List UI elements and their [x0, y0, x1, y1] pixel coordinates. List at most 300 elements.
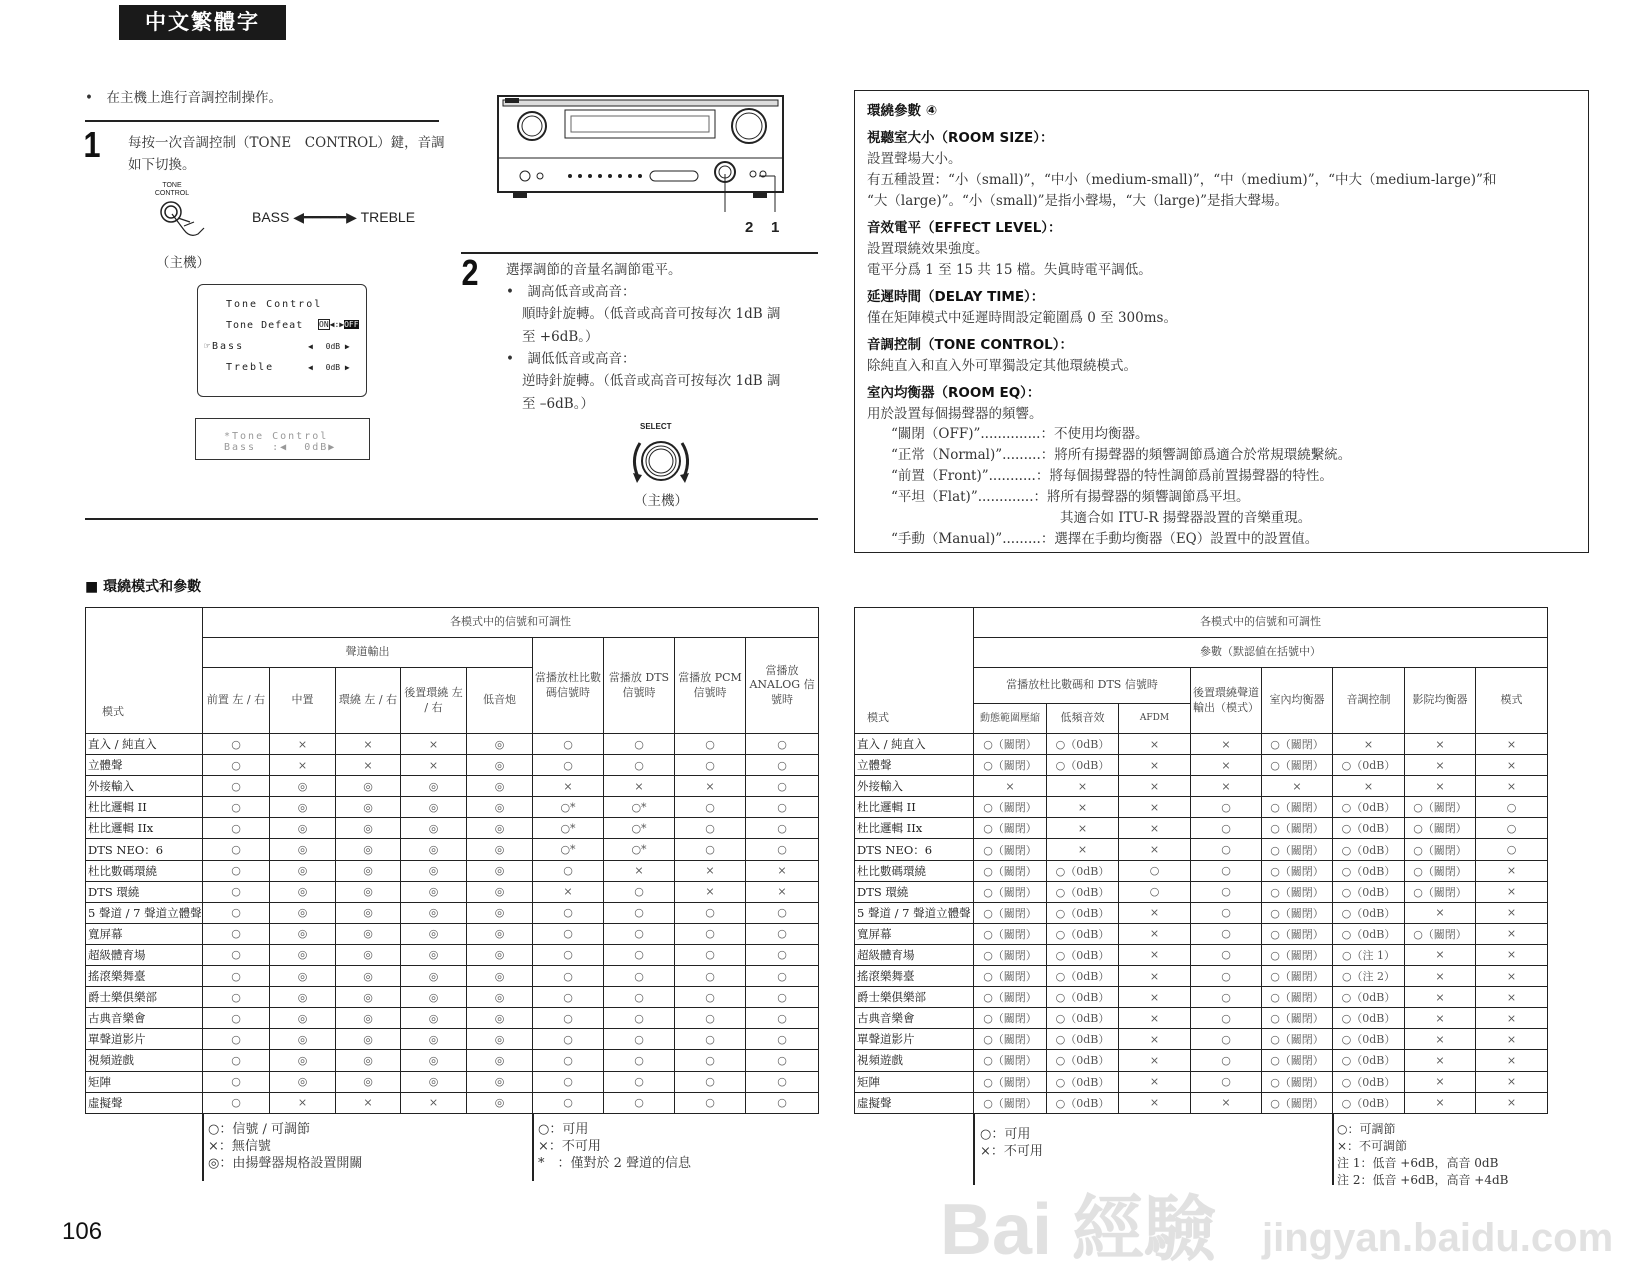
table-cell: ○: [203, 1092, 270, 1113]
table-cell: ○（0dB）: [1333, 987, 1405, 1008]
osd-treble-value: ◀ 0dB ▶: [308, 363, 350, 372]
mode-name: 直入 / 純直入: [86, 734, 203, 755]
table-cell: ○（0dB）: [1333, 755, 1405, 776]
table-cell: ○（關閉）: [1405, 860, 1476, 881]
table-cell: ○（關閉）: [974, 944, 1047, 965]
table-cell: ×: [1476, 776, 1548, 797]
table-cell: ○: [675, 755, 746, 776]
table-cell: ○: [746, 797, 819, 818]
callout-2: 2: [745, 219, 754, 236]
mode-name: 虛擬聲: [855, 1092, 974, 1113]
osd-title: Tone Control: [226, 299, 323, 310]
table-cell: ×: [1333, 776, 1405, 797]
table-cell: ○: [203, 755, 270, 776]
table-cell: ○: [675, 818, 746, 839]
table-cell: ◎: [401, 797, 467, 818]
table-cell: ○: [1191, 818, 1262, 839]
table-cell: ×: [746, 881, 819, 902]
table-cell: ◎: [467, 944, 533, 965]
surround-parameters-box: [854, 90, 1589, 553]
table-cell: ○: [675, 1071, 746, 1092]
table-cell: ○: [675, 734, 746, 755]
table-cell: ×: [533, 776, 604, 797]
table-cell: ×: [1119, 755, 1191, 776]
step1-text: 如下切換。: [128, 157, 196, 173]
table-cell: ◎: [467, 902, 533, 923]
table-cell: ◎: [401, 902, 467, 923]
table-cell: ×: [1405, 902, 1476, 923]
table-cell: ○（關閉）: [1262, 1092, 1333, 1113]
table-cell: ◎: [401, 923, 467, 944]
table-cell: ×: [336, 1092, 401, 1113]
table-cell: ○*: [533, 839, 604, 860]
language-tab: 中文繁體字: [119, 5, 286, 40]
table-row: [86, 755, 819, 776]
table-cell: ○: [604, 902, 675, 923]
table-cell: ○: [675, 839, 746, 860]
param-heading: 音效電平（EFFECT LEVEL）：: [867, 220, 1062, 236]
step2-text: 至 +6dB。）: [522, 329, 599, 345]
mode-name: 寬屏幕: [855, 923, 974, 944]
table-row: [86, 1092, 819, 1113]
table-cell: ◎: [336, 987, 401, 1008]
table-cell: ○（0dB）: [1333, 1008, 1405, 1029]
mode-name: 杜比邏輯 II: [86, 797, 203, 818]
table-cell: ○（關閉）: [974, 1008, 1047, 1029]
table-cell: ◎: [467, 734, 533, 755]
legend-item: ×：不可調節: [1337, 1139, 1408, 1153]
table-row: [855, 923, 1548, 944]
table-cell: ×: [1476, 1050, 1548, 1071]
table-cell: ○（關閉）: [974, 860, 1047, 881]
table-cell: ○（關閉）: [1405, 923, 1476, 944]
table-cell: ○: [533, 1092, 604, 1113]
table-cell: ◎: [467, 776, 533, 797]
table-cell: ○: [1476, 839, 1548, 860]
table-cell: ○（關閉）: [1262, 881, 1333, 902]
legend-item: 注 2：低音 +6dB，高音 +4dB: [1337, 1173, 1509, 1187]
table-cell: ×: [1119, 776, 1191, 797]
table-cell: ○: [1191, 944, 1262, 965]
mode-name: 立體聲: [86, 755, 203, 776]
table-cell: ○: [1476, 818, 1548, 839]
table-cell: ○: [604, 1092, 675, 1113]
table-cell: ×: [1405, 1029, 1476, 1050]
mode-name: DTS 環繞: [855, 881, 974, 902]
table-row: [86, 818, 819, 839]
legend-availability: [538, 1121, 691, 1172]
table-cell: ○: [203, 944, 270, 965]
step-number: 1: [83, 124, 101, 165]
table-cell: ○（0dB）: [1047, 923, 1119, 944]
mode-name: 直入 / 純直入: [855, 734, 974, 755]
table-cell: ◎: [336, 1008, 401, 1029]
table-cell: ○（注 1）: [1333, 944, 1405, 965]
header-col: 低頻音效: [1047, 704, 1119, 734]
bullet-text: 調高低音或高音：: [527, 284, 636, 300]
param-text: 設置環繞效果強度。: [867, 241, 989, 257]
table-cell: ×: [1119, 1050, 1191, 1071]
header-col: 當播放 ANALOG 信號時: [746, 638, 819, 734]
table-cell: ◎: [467, 923, 533, 944]
table-cell: ×: [675, 860, 746, 881]
table-row: [855, 797, 1548, 818]
table-cell: ○（關閉）: [1262, 734, 1333, 755]
table-cell: ○: [1191, 1029, 1262, 1050]
table-cell: ×: [1119, 734, 1191, 755]
mode-name: 視頻遊戲: [855, 1050, 974, 1071]
table-row: [855, 966, 1548, 987]
step-number: 2: [461, 252, 479, 293]
display-line: *Tone Control: [224, 431, 329, 442]
table-cell: ○: [746, 966, 819, 987]
table-cell: ○: [203, 987, 270, 1008]
table-cell: ○: [533, 944, 604, 965]
table-cell: ○*: [604, 797, 675, 818]
table-cell: ○（0dB）: [1047, 734, 1119, 755]
osd-defeat-value: [318, 320, 359, 329]
mode-name: 杜比邏輯 IIx: [855, 818, 974, 839]
table-cell: ○: [604, 944, 675, 965]
table-cell: ○: [203, 1008, 270, 1029]
table-cell: ○（0dB）: [1333, 1029, 1405, 1050]
table-cell: ○: [533, 755, 604, 776]
table-cell: ○: [746, 734, 819, 755]
table-cell: ◎: [401, 839, 467, 860]
table-cell: ×: [1119, 818, 1191, 839]
mode-name: 杜比數碼環繞: [855, 860, 974, 881]
table-cell: ○: [533, 902, 604, 923]
watermark-logo: Bai 經驗: [940, 1190, 1217, 1270]
table-cell: ○: [533, 923, 604, 944]
header-col: 當播放 PCM 信號時: [675, 638, 746, 734]
intro-text: 在主機上進行音調控制操作。: [106, 90, 282, 106]
table-cell: ○（關閉）: [1262, 902, 1333, 923]
header-mode: 模式: [86, 608, 203, 734]
table-cell: ◎: [336, 881, 401, 902]
table-cell: ○（關閉）: [974, 734, 1047, 755]
table-cell: ◎: [467, 818, 533, 839]
table-cell: ○（關閉）: [974, 1050, 1047, 1071]
table-cell: ○: [746, 755, 819, 776]
table-row: [86, 1008, 819, 1029]
table-cell: ○（關閉）: [1262, 755, 1333, 776]
table-cell: ○: [746, 902, 819, 923]
table-row: [855, 881, 1548, 902]
table-cell: ◎: [467, 987, 533, 1008]
table-cell: ○（0dB）: [1047, 966, 1119, 987]
table-cell: ◎: [336, 1029, 401, 1050]
table-cell: ×: [1476, 881, 1548, 902]
table-row: [86, 776, 819, 797]
osd-bass: ☞Bass: [204, 341, 245, 352]
osd-tone-defeat: Tone Defeat: [226, 320, 304, 331]
legend-item: * ：僅對於 2 聲道的信息: [538, 1156, 692, 1171]
front-display: [195, 418, 370, 460]
mode-name: DTS NEO：6: [855, 839, 974, 860]
table-cell: ○: [203, 839, 270, 860]
table-cell: ◎: [270, 1029, 336, 1050]
table-cell: ○（關閉）: [974, 797, 1047, 818]
table-cell: ◎: [270, 902, 336, 923]
table-cell: ×: [1119, 966, 1191, 987]
table-cell: ○（0dB）: [1047, 860, 1119, 881]
table-cell: ○: [604, 881, 675, 902]
table-cell: ○（關閉）: [974, 755, 1047, 776]
table-row: [86, 881, 819, 902]
caption-main-unit: （主機）: [634, 493, 688, 509]
step2-text: 選擇調節的音量名調節電平。: [506, 262, 682, 278]
table-cell: ○: [533, 1071, 604, 1092]
table-cell: ◎: [401, 860, 467, 881]
table-cell: ◎: [467, 1050, 533, 1071]
table-cell: ○: [203, 1071, 270, 1092]
select-label: SELECT: [640, 422, 672, 431]
table-cell: ◎: [467, 966, 533, 987]
osd-treble: Treble: [226, 362, 275, 373]
table-cell: ×: [1191, 755, 1262, 776]
table-cell: ○: [533, 734, 604, 755]
table-cell: ○: [203, 902, 270, 923]
table-cell: ○: [203, 797, 270, 818]
legend-item: ◎：由揚聲器規格設置開關: [208, 1156, 363, 1171]
divider: [85, 518, 818, 520]
table-cell: ×: [1119, 797, 1191, 818]
table-cell: ○（關閉）: [974, 839, 1047, 860]
table-cell: ○: [675, 1092, 746, 1113]
mode-name: 爵士樂俱樂部: [855, 987, 974, 1008]
table-row: [855, 839, 1548, 860]
header-signal-adjustability: 各模式中的信號和可調性: [974, 608, 1548, 638]
param-text: 用於設置每個揚聲器的頻響。: [867, 406, 1043, 422]
table-cell: ○: [746, 987, 819, 1008]
table-cell: ○: [1191, 1050, 1262, 1071]
table-cell: ×: [1476, 923, 1548, 944]
param-heading: 音調控制（TONE CONTROL）：: [867, 337, 1074, 353]
table-cell: ○（0dB）: [1047, 1008, 1119, 1029]
table-cell: ○（關閉）: [1262, 1050, 1333, 1071]
table-cell: ◎: [336, 902, 401, 923]
table-cell: ◎: [270, 776, 336, 797]
table-cell: ○: [1191, 966, 1262, 987]
bass-label: BASS: [252, 209, 290, 225]
table-cell: ×: [1476, 1008, 1548, 1029]
sep: ◀:▶: [329, 320, 345, 329]
table-row: [86, 1050, 819, 1071]
table-cell: ○: [1191, 987, 1262, 1008]
table-cell: ×: [1047, 776, 1119, 797]
double-arrow-icon: ◀━━━━━▶: [293, 209, 357, 225]
table-row: [86, 734, 819, 755]
table-cell: ○（關閉）: [974, 987, 1047, 1008]
table-cell: ○: [203, 1029, 270, 1050]
table-cell: ×: [974, 776, 1047, 797]
table-cell: ○: [746, 923, 819, 944]
table-row: [855, 1092, 1548, 1113]
table-cell: ×: [675, 881, 746, 902]
table-cell: ○: [533, 987, 604, 1008]
mode-name: 杜比數碼環繞: [86, 860, 203, 881]
table-cell: ×: [1047, 797, 1119, 818]
table-cell: ×: [746, 860, 819, 881]
table-cell: ◎: [336, 923, 401, 944]
table-cell: ○（關閉）: [974, 966, 1047, 987]
table-cell: ○: [604, 987, 675, 1008]
table-cell: ◎: [270, 1008, 336, 1029]
table-cell: ×: [1476, 944, 1548, 965]
table-row: [86, 987, 819, 1008]
table-cell: ○: [533, 1008, 604, 1029]
table-cell: ◎: [336, 1050, 401, 1071]
table-row: [86, 966, 819, 987]
mode-name: 超級體育場: [86, 944, 203, 965]
table-cell: ○: [675, 923, 746, 944]
table-row: [855, 755, 1548, 776]
table-cell: ○: [203, 966, 270, 987]
eq-option: “關閉（OFF)”..............：不使用均衡器。: [891, 426, 1149, 442]
table-cell: ◎: [270, 881, 336, 902]
table-cell: ○（關閉）: [1262, 860, 1333, 881]
select-knob-icon: [628, 433, 694, 491]
table-cell: ×: [533, 881, 604, 902]
table-cell: ○: [533, 1029, 604, 1050]
table-cell: ×: [1405, 1071, 1476, 1092]
table-cell: ○*: [533, 797, 604, 818]
table-cell: ◎: [401, 881, 467, 902]
table-cell: ×: [336, 755, 401, 776]
table-cell: ○: [746, 1092, 819, 1113]
table-row: [86, 923, 819, 944]
table-cell: ○: [203, 776, 270, 797]
table-cell: ○（0dB）: [1333, 1071, 1405, 1092]
table-cell: ○（0dB）: [1047, 1029, 1119, 1050]
header-col: 音調控制: [1333, 668, 1405, 734]
table-cell: ◎: [270, 860, 336, 881]
table-cell: ○（關閉）: [1262, 987, 1333, 1008]
table-cell: ×: [1119, 902, 1191, 923]
table-cell: ○（關閉）: [1262, 797, 1333, 818]
table-row: [855, 818, 1548, 839]
header-col: AFDM: [1119, 704, 1191, 734]
table-cell: ○: [203, 881, 270, 902]
mode-name: 單聲道影片: [86, 1029, 203, 1050]
table-cell: ○: [604, 734, 675, 755]
table-cell: ○: [604, 1050, 675, 1071]
table-cell: ◎: [401, 1029, 467, 1050]
table-cell: ×: [1119, 987, 1191, 1008]
surround-mode-parameter-table: [854, 607, 1548, 1114]
table-cell: ○: [203, 734, 270, 755]
param-text: 僅在矩陣模式中延遲時間設定範圍爲 0 至 300ms。: [867, 310, 1177, 326]
table-cell: ○（關閉）: [1262, 1029, 1333, 1050]
table-cell: ◎: [336, 966, 401, 987]
table-row: [86, 1071, 819, 1092]
table-cell: ×: [604, 860, 675, 881]
table-cell: ○（關閉）: [974, 1029, 1047, 1050]
step2-text: 至 –6dB。）: [522, 396, 594, 412]
table-cell: ○（注 2）: [1333, 966, 1405, 987]
table-cell: ×: [604, 776, 675, 797]
osd-tone-control-menu: [197, 284, 367, 397]
table-cell: ×: [1405, 1008, 1476, 1029]
mode-name: 超級體育場: [855, 944, 974, 965]
table-cell: ○: [533, 1050, 604, 1071]
table-row: [855, 1050, 1548, 1071]
table-cell: ×: [1476, 902, 1548, 923]
table-cell: ○（0dB）: [1333, 902, 1405, 923]
table-cell: ○（0dB）: [1333, 860, 1405, 881]
table-cell: ○: [203, 1050, 270, 1071]
table-cell: ○（0dB）: [1047, 1071, 1119, 1092]
divider: [973, 1113, 975, 1185]
table-cell: ◎: [401, 1050, 467, 1071]
table-cell: ○（關閉）: [974, 1071, 1047, 1092]
table-cell: ○: [746, 944, 819, 965]
table-cell: ×: [1191, 776, 1262, 797]
table-cell: ◎: [270, 987, 336, 1008]
step2-text: 順時針旋轉。（低音或高音可按每次 1dB 調: [522, 306, 781, 322]
table-cell: ○: [604, 755, 675, 776]
table-cell: ○: [746, 818, 819, 839]
table-cell: ◎: [467, 881, 533, 902]
legend-symbols: [208, 1121, 362, 1172]
table-cell: ◎: [401, 944, 467, 965]
table-cell: ×: [1405, 987, 1476, 1008]
table-cell: ○: [746, 1050, 819, 1071]
table-row: [86, 839, 819, 860]
table-cell: ◎: [467, 1029, 533, 1050]
table-cell: ×: [1405, 966, 1476, 987]
table-cell: ○（關閉）: [1405, 881, 1476, 902]
eq-option: “手動（Manual)”.........：選擇在手動均衡器（EQ）設置中的設置值。: [891, 531, 1319, 547]
tone-control-button-icon: [154, 200, 212, 242]
table-cell: ○: [675, 966, 746, 987]
step2-bullet: • 調高低音或高音：: [506, 284, 636, 300]
mode-name: 杜比邏輯 IIx: [86, 818, 203, 839]
table-cell: ◎: [270, 1071, 336, 1092]
table-cell: ×: [1476, 734, 1548, 755]
table-cell: ○（關閉）: [974, 1092, 1047, 1113]
table-cell: ◎: [467, 797, 533, 818]
table-cell: ○: [746, 839, 819, 860]
table-cell: ○（關閉）: [1262, 839, 1333, 860]
step1-text: 每按一次音調控制（TONE CONTROL）鍵，音調: [128, 135, 445, 151]
callout-1: 1: [771, 219, 780, 236]
table-cell: ○: [1191, 902, 1262, 923]
table-cell: ○: [1191, 1008, 1262, 1029]
table-row: [855, 944, 1548, 965]
table-cell: ◎: [467, 1008, 533, 1029]
table-cell: ○: [1191, 1071, 1262, 1092]
table-cell: ×: [1047, 818, 1119, 839]
table-cell: ×: [1119, 839, 1191, 860]
table-cell: ○（0dB）: [1333, 818, 1405, 839]
table-cell: ◎: [270, 1050, 336, 1071]
table-cell: ×: [1405, 755, 1476, 776]
table-cell: ×: [401, 755, 467, 776]
param-heading: 室內均衡器（ROOM EQ）：: [867, 385, 1041, 401]
eq-option-note: 其適合如 ITU-R 揚聲器設置的音樂重現。: [1060, 510, 1312, 526]
table-cell: ○: [533, 966, 604, 987]
bass-treble-cycle: [252, 209, 415, 226]
table-cell: ◎: [270, 797, 336, 818]
treble-label: TREBLE: [360, 209, 416, 225]
table-cell: ◎: [467, 839, 533, 860]
table-cell: ○*: [604, 818, 675, 839]
mode-name: 外接輸入: [855, 776, 974, 797]
table-cell: ×: [1119, 1008, 1191, 1029]
table-cell: ◎: [467, 860, 533, 881]
